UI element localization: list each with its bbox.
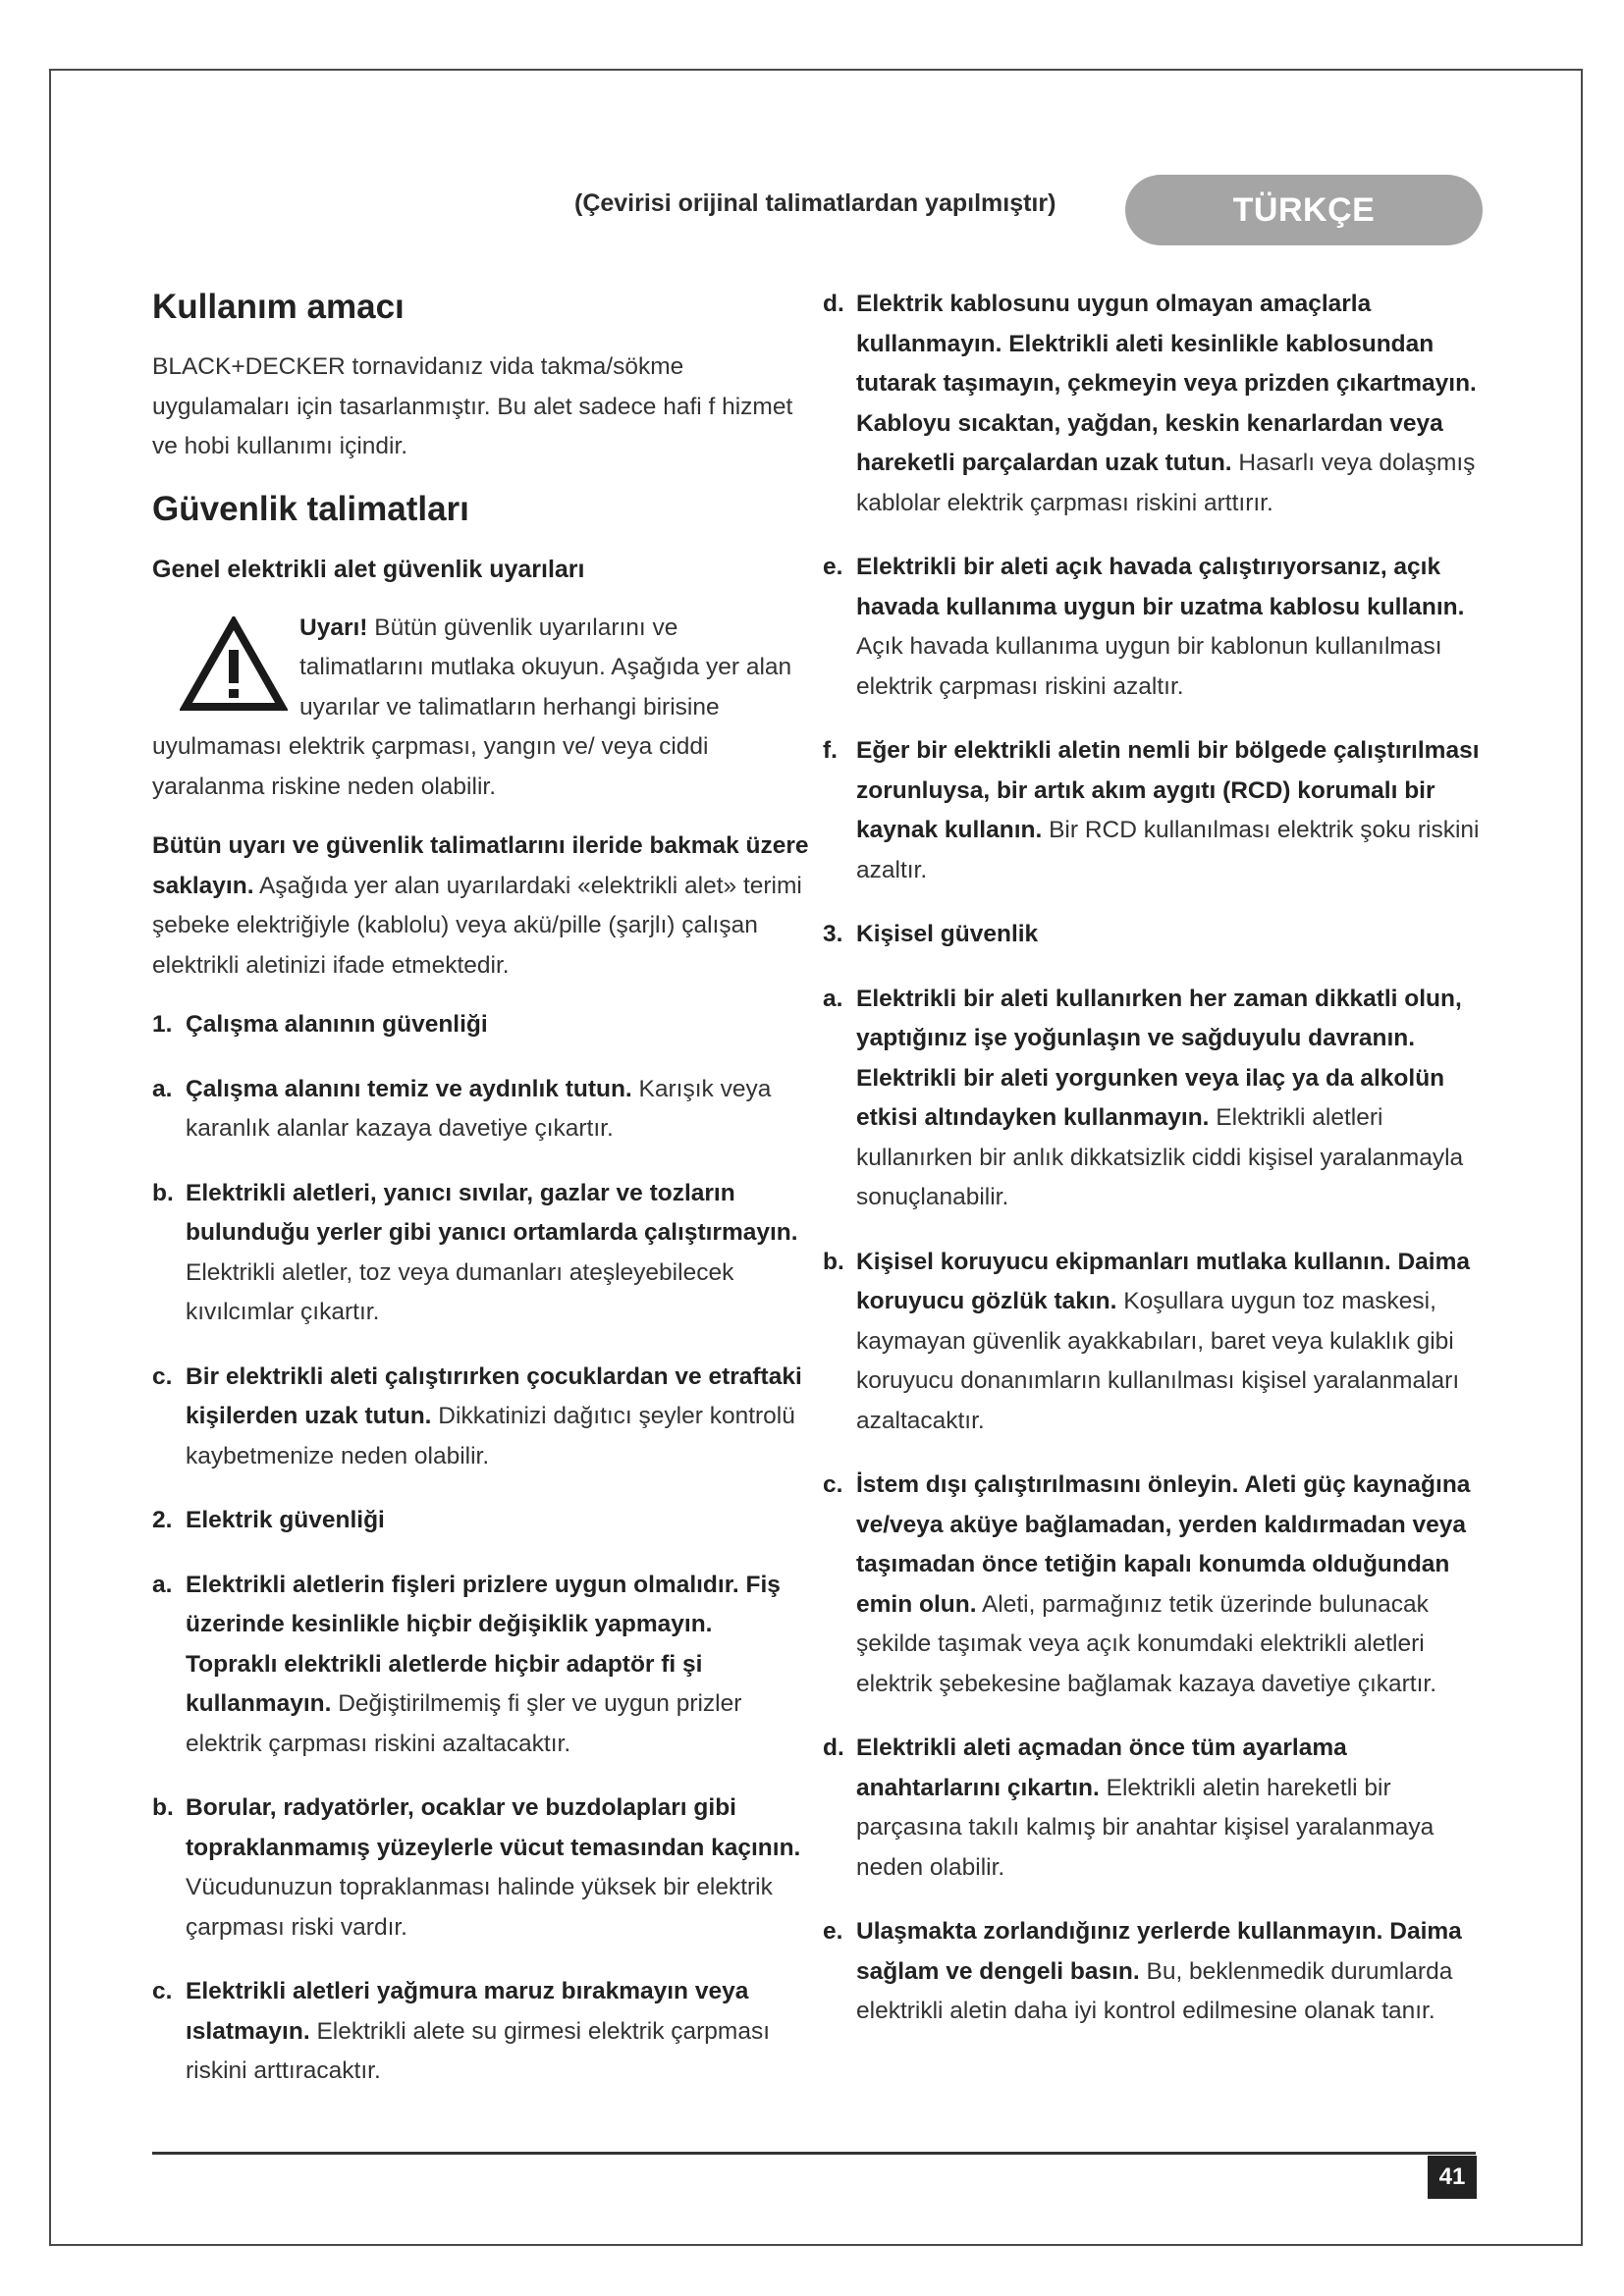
list-item: e. Ulaşmakta zorlandığınız yerlerde kullanmayın. Daima sağlam ve dengeli basın. Bu, beklenmedik durumlarda elektrikli aletin daha iyi kontrol edilmesine olanak tanır. [823, 1918, 1462, 2024]
page-number: 41 [1428, 2156, 1477, 2199]
warning-line-1: Bütün güvenlik uyarılarını ve [367, 614, 678, 641]
intended-use-text: BLACK+DECKER tornavidanız vida takma/sökme uygulamaları için tasarlanmıştır. Bu alet sadece hafi f hizmet ve hobi kullanımı içindir. [152, 353, 793, 459]
list-item: d. Elektrikli aleti açmadan önce tüm ayarlama anahtarlarını çıkartın. Elektrikli aletin hareketli bir parçasına takılı kalmış bir anahtar kişisel yaralanmaya neden olabilir. [823, 1735, 1435, 1881]
warning-line-2: talimatlarını mutlaka okuyun. Aşağıda yer alan [299, 654, 792, 680]
section-2-heading: 2. Elektrik güvenliği [152, 1507, 385, 1533]
list-item: b. Elektrikli aletleri, yanıcı sıvılar, gazlar ve tozların bulunduğu yerler gibi yanıcı ortamlarda çalıştırmayın. Elektrikli aletler, toz veya dumanları ateşleyebilecek kıvılcımlar çıkartır. [152, 1179, 798, 1325]
list-item: a. Çalışma alanını temiz ve aydınlık tutun. Karışık veya karanlık alanlar kazaya davetiye çıkartır. [152, 1075, 772, 1142]
list-item: c. Elektrikli aletleri yağmura maruz bırakmayın veya ıslatmayın. Elektrikli alete su girmesi elektrik çarpması riskini arttıracaktır. [152, 1978, 770, 2084]
language-badge: TÜRKÇE [1125, 175, 1483, 245]
section-3-heading: 3. Kişisel güvenlik [823, 921, 1039, 947]
safety-title: Güvenlik talimatları [152, 489, 469, 528]
footer-rule [152, 2152, 1476, 2155]
warning-block [152, 609, 810, 808]
translation-note: (Çevirisi orijinal talimatlardan yapılmıştır) [574, 189, 1056, 217]
warning-line-3: uyarılar ve talimatların herhangi birisine [299, 693, 720, 721]
list-item: b. Kişisel koruyucu ekipmanları mutlaka kullanın. Daima koruyucu gözlük takın. Koşullara uygun toz maskesi, kaymayan güvenlik ayakkabıları, baret veya kulaklık gibi koruyucu donanımların kullanılması kişisel yaralanmaları azaltacaktır. [823, 1248, 1470, 1434]
warning-triangle-icon [180, 616, 288, 713]
list-item: a. Elektrikli aletlerin fişleri prizlere uygun olmalıdır. Fiş üzerinde kesinlikle hiçbir değişiklik yapmayın. Topraklı elektrikli aletlerde hiçbir adaptör fi şi kullanmayın. Değiştirilmemiş fi şler ve uygun prizler elektrik çarpması riskini azaltacaktır. [152, 1571, 781, 1757]
left-column [152, 285, 810, 2116]
warning-label: Uyarı! [299, 614, 368, 641]
list-item: b. Borular, radyatörler, ocaklar ve buzdolapları gibi topraklanmamış yüzeylerle vücut temasından kaçının. Vücudunuzun topraklanması halinde yüksek bir elektrik çarpması riski vardır. [152, 1794, 801, 1941]
save-instructions-paragraph [152, 827, 810, 986]
save-instructions-bold: Bütün uyarı ve güvenlik talimatlarını ileride bakmak üzere saklayın. [152, 832, 809, 899]
general-warnings-heading: Genel elektrikli alet güvenlik uyarıları [152, 555, 585, 583]
list-item: f. Eğer bir elektrikli aletin nemli bir bölgede çalıştırılması zorunluysa, bir artık akım aygıtı (RCD) korumalı bir kaynak kullanın. Bir RCD kullanılması elektrik şoku riskini azaltır. [823, 737, 1480, 883]
save-instructions-text: Aşağıda yer alan uyarılardaki «elektrikli alet» terimi şebeke elektriğiyle (kablolu) veya akü/pille (şarjlı) çalışan elektrikli aletinizi ifade etmektedir. [152, 872, 802, 979]
list-item: d. Elektrik kablosunu uygun olmayan amaçlarla kullanmayın. Elektrikli aleti kesinlikle kablosundan tutarak taşımayın, çekmeyin veya prizden çıkartmayın. Kabloyu sıcaktan, yağdan, keskin kenarlardan veya hareketli parçalardan uzak tutun. Hasarlı veya dolaşmış kablolar elektrik çarpması riskini arttırır. [823, 291, 1477, 516]
right-column [823, 285, 1490, 2056]
warning-rest: uyulmaması elektrik çarpması, yangın ve/ veya ciddi yaralanma riskine neden olabilir. [152, 733, 709, 800]
list-item: c. İstem dışı çalıştırılmasını önleyin. Aleti güç kaynağına ve/veya aküye bağlamadan, yerden kaldırmadan veya taşımadan önce tetiğin kapalı konumda olduğundan emin olun. Aleti, parmağınız tetik üzerinde bulunacak şekilde taşımak veya açık konumdaki elektrikli aletleri elektrik şebekesine bağlamak kazaya davetiye çıkartır. [823, 1471, 1471, 1697]
intended-use-title: Kullanım amacı [152, 288, 405, 326]
list-item: a. Elektrikli bir aleti kullanırken her zaman dikkatli olun, yaptığınız işe yoğunlaşın ve sağduyulu davranın. Elektrikli bir aleti yorgunken veya ilaç ya da alkolün etkisi altındayken kullanmayın. Elektrikli aletleri kullanırken bir anlık dikkatsizlik ciddi kişisel yaralanmayla sonuçlanabilir. [823, 985, 1464, 1210]
list-item: c. Bir elektrikli aleti çalıştırırken çocuklardan ve etraftaki kişilerden uzak tutun. Dikkatinizi dağıtıcı şeyler kontrolü kaybetmenize neden olabilir. [152, 1362, 802, 1469]
list-item: e. Elektrikli bir aleti açık havada çalıştırıyorsanız, açık havada kullanıma uygun bir uzatma kablosu kullanın. Açık havada kullanıma uygun bir kablonun kullanılması elektrik çarpması riskini azaltır. [823, 554, 1465, 700]
section-1-heading: 1. Çalışma alanının güvenliği [152, 1011, 488, 1038]
